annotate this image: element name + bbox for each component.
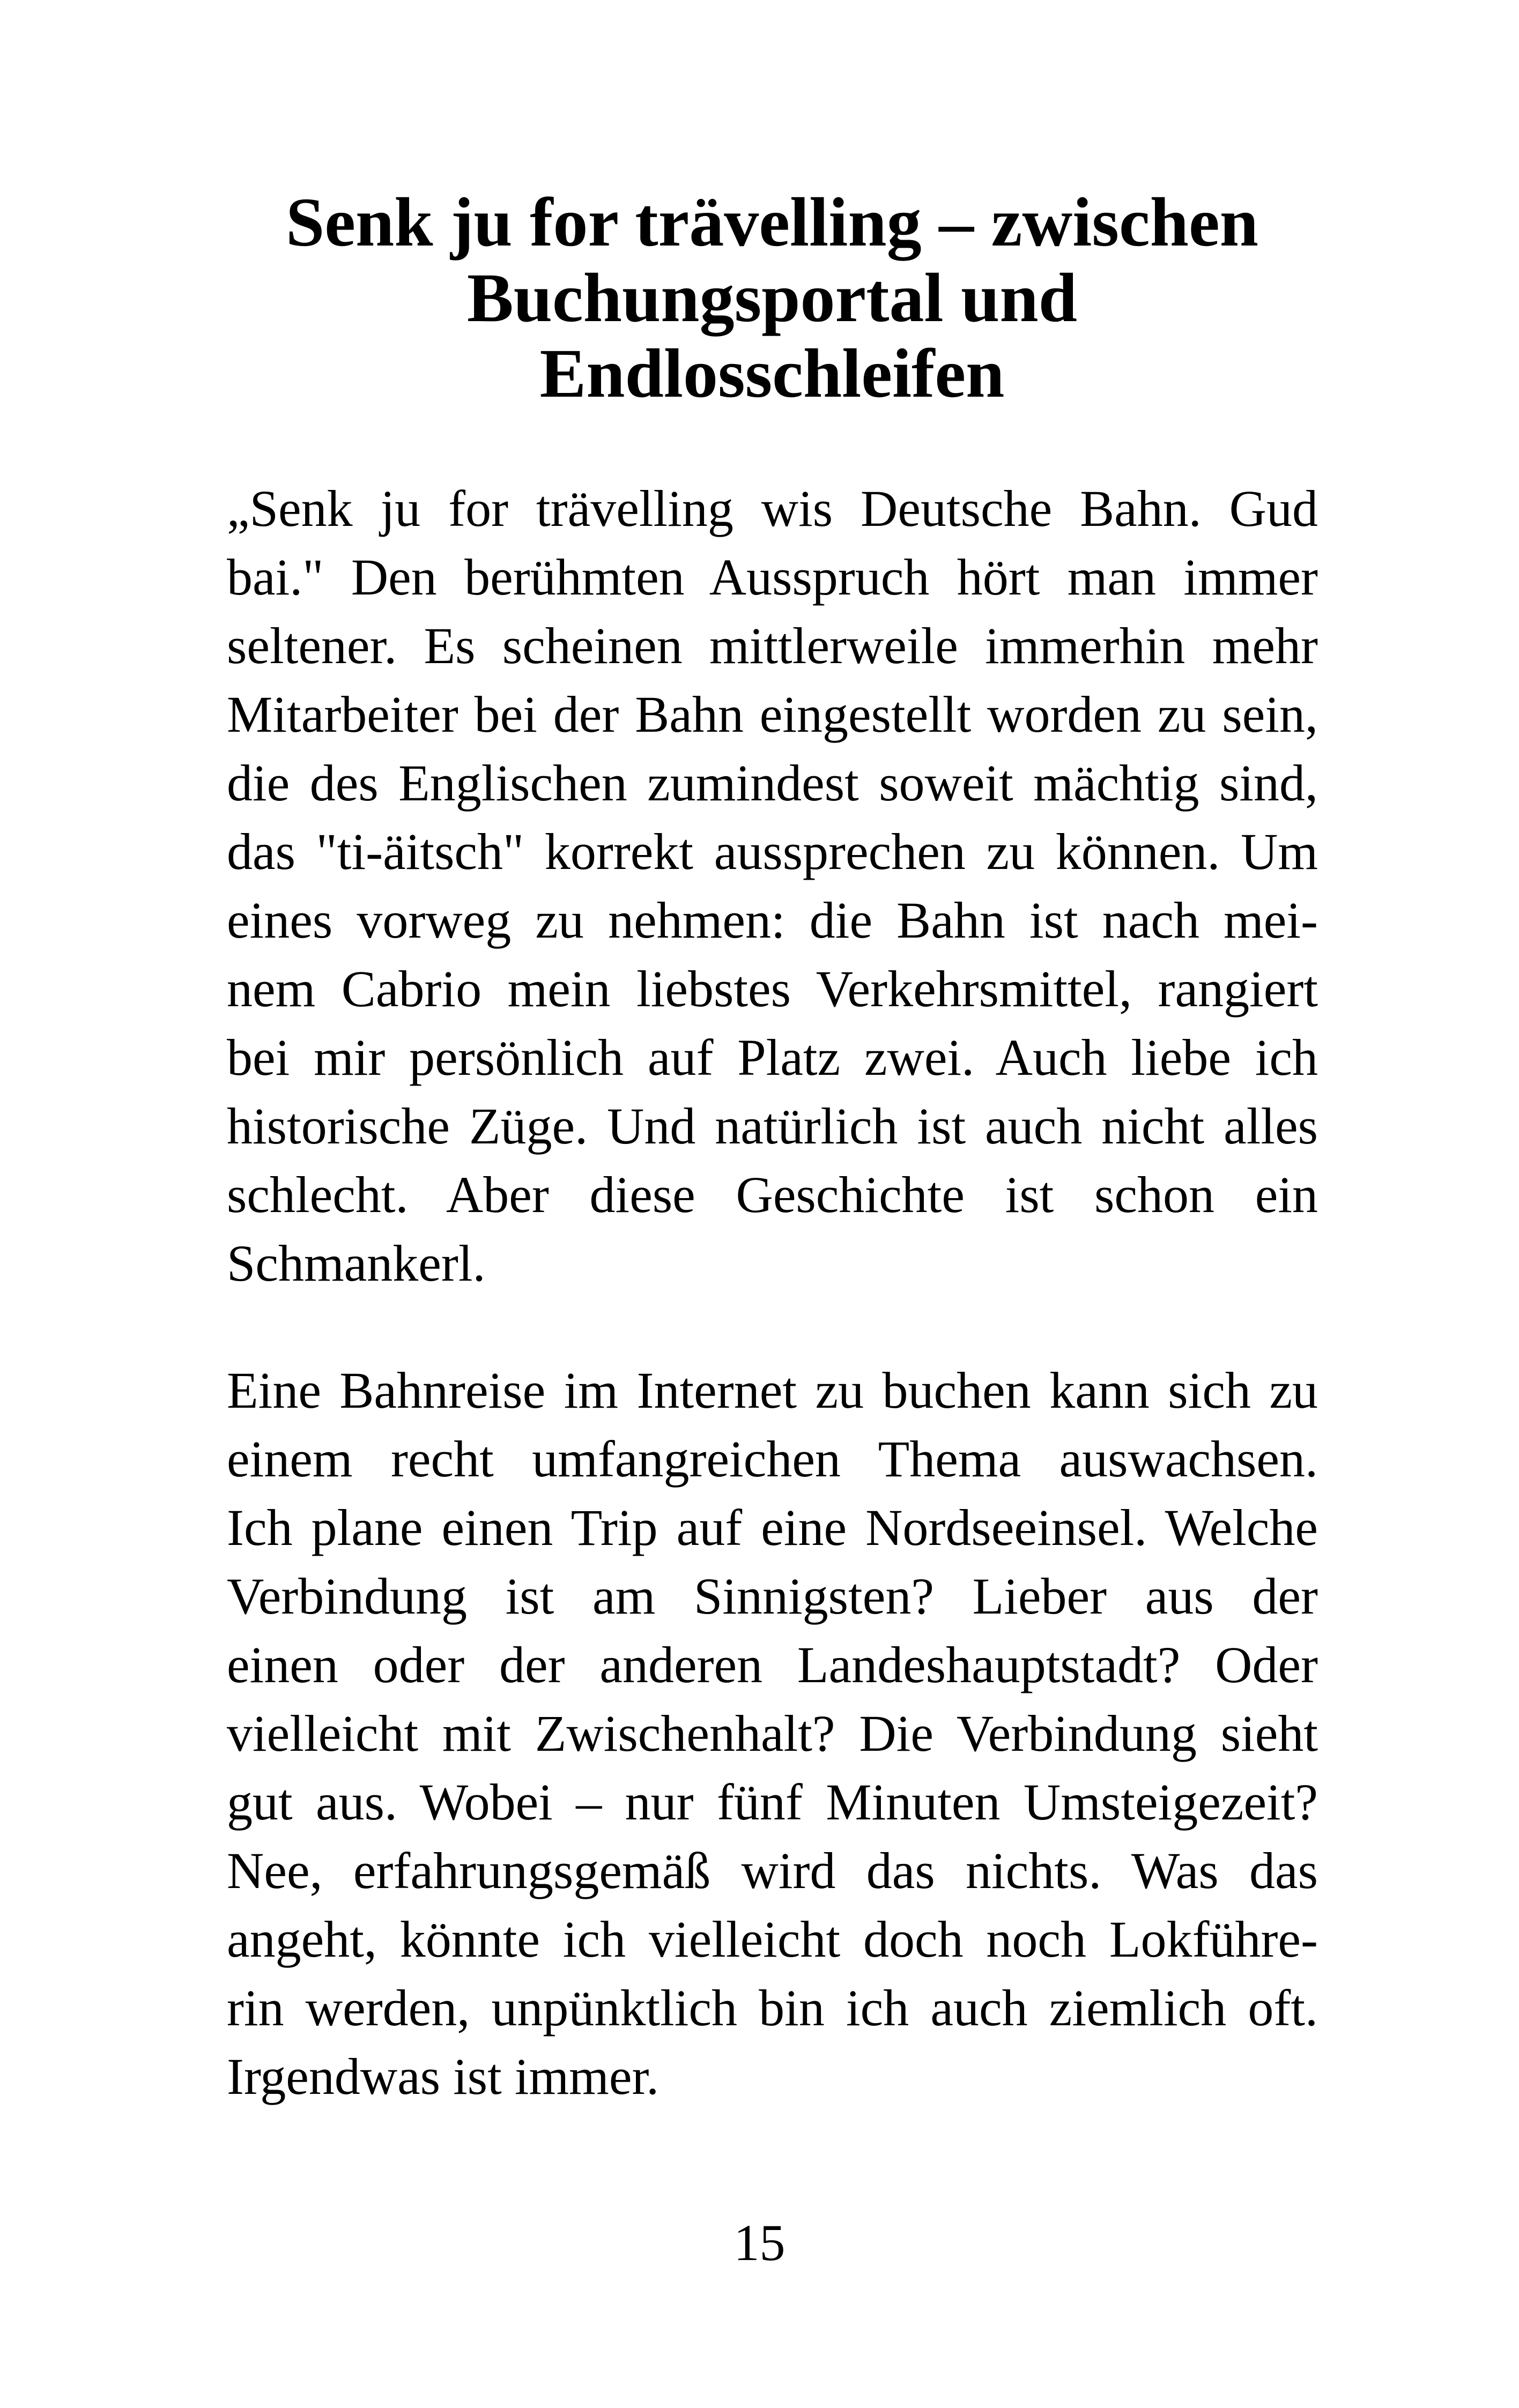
text-line: einen oder der anderen Landeshauptstadt? Oder	[227, 1636, 1318, 1693]
text-line: seltener. Es scheinen mittlerweile immerhin mehr	[227, 617, 1318, 674]
chapter-title-line: Buchungsportal und	[466, 259, 1077, 337]
text-line: historische Züge. Und natürlich ist auch nicht alles	[227, 1097, 1318, 1155]
text-line: einem recht umfangreichen Thema auswachsen.	[227, 1430, 1318, 1488]
text-line: Schmankerl.	[227, 1235, 486, 1292]
text-line: Nee, erfahrungsgemäß wird das nichts. Was das	[227, 1842, 1318, 1899]
paragraph-1	[227, 474, 1318, 1298]
paragraph-2	[227, 1356, 1318, 2111]
chapter-title-line: Endlosschleifen	[539, 335, 1005, 412]
page-number: 15	[733, 2214, 786, 2271]
text-line: vielleicht mit Zwischenhalt? Die Verbindung sieht	[227, 1705, 1318, 1762]
text-line: eines vorweg zu nehmen: die Bahn ist nach mei-	[227, 891, 1318, 949]
chapter-title-line: Senk ju for trävelling – zwischen	[286, 184, 1258, 261]
text-line: Eine Bahnreise im Internet zu buchen kann sich zu	[227, 1362, 1318, 1419]
text-line: rin werden, unpünktlich bin ich auch ziemlich oft.	[227, 1979, 1318, 2037]
text-line: Irgendwas ist immer.	[227, 2048, 660, 2105]
text-line: Verbindung ist am Sinnigsten? Lieber aus der	[227, 1567, 1318, 1625]
text-line: nem Cabrio mein liebstes Verkehrsmittel, rangiert	[227, 960, 1318, 1017]
text-line: angeht, könnte ich vielleicht doch noch Lokführe-	[227, 1911, 1318, 1968]
text-line: die des Englischen zumindest soweit mächtig sind,	[227, 754, 1318, 812]
text-line: schlecht. Aber diese Geschichte ist schon ein	[227, 1166, 1318, 1223]
text-line: bei mir persönlich auf Platz zwei. Auch liebe ich	[227, 1029, 1318, 1086]
text-line: das "ti-äitsch" korrekt aussprechen zu können. Um	[227, 823, 1318, 880]
text-line: „Senk ju for trävelling wis Deutsche Bahn. Gud	[227, 480, 1318, 537]
text-line: bai." Den berühmten Ausspruch hört man immer	[227, 548, 1318, 606]
text-line: Mitarbeiter bei der Bahn eingestellt worden zu sein,	[227, 686, 1318, 743]
chapter-title	[204, 185, 1340, 412]
text-line: Ich plane einen Trip auf eine Nordseeinsel. Welche	[227, 1499, 1318, 1556]
text-line: gut aus. Wobei – nur fünf Minuten Umsteigezeit?	[227, 1773, 1318, 1831]
